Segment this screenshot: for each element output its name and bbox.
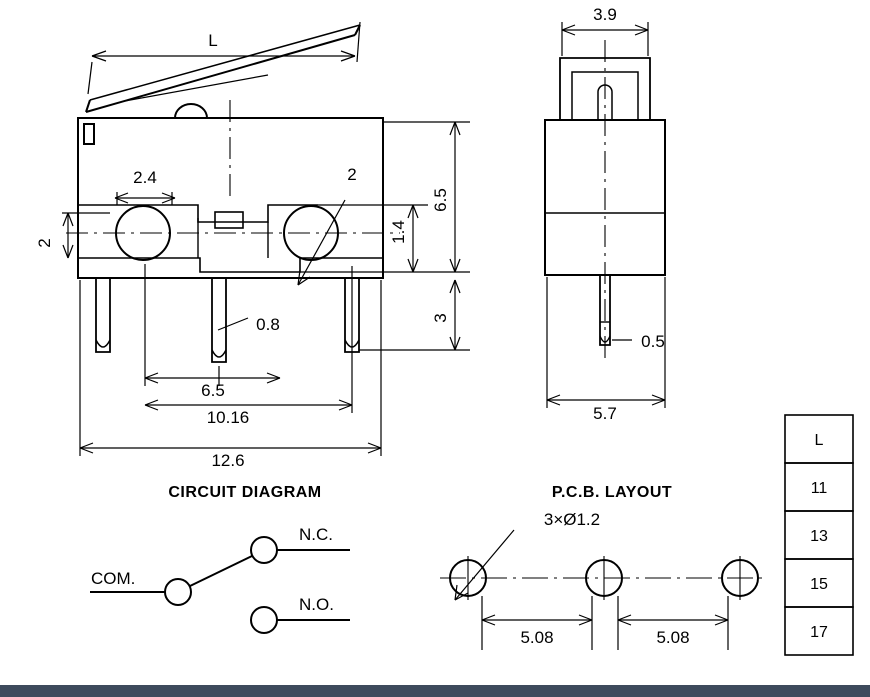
body-notch (84, 124, 94, 144)
pcb-layout-title: P.C.B. LAYOUT (551, 484, 673, 501)
no-terminal (251, 607, 277, 633)
dim-text-h1_4: 1.4 (389, 220, 408, 244)
dim-text-h6_5: 6.5 (431, 188, 450, 212)
com-terminal (165, 579, 191, 605)
dim-text-10_16: 10.16 (206, 408, 250, 427)
plunger-hump (175, 104, 207, 118)
pin-center-tip (212, 350, 226, 357)
dim-text-0_5: 0.5 (641, 332, 665, 351)
pcb-layout (440, 530, 768, 650)
nc-terminal (251, 537, 277, 563)
dim-text-L: L (208, 31, 218, 50)
pin-center (212, 278, 226, 362)
label-com: COM. (91, 569, 136, 588)
pin-left (96, 278, 110, 352)
dim-text-3_9: 3.9 (593, 5, 617, 24)
dim-text-2_4: 2.4 (133, 168, 157, 187)
length-table-value-1: 13 (810, 528, 828, 545)
dim-text-5_7: 5.7 (593, 404, 617, 423)
label-no: N.O. (299, 595, 334, 614)
side-view (545, 40, 665, 360)
pcb-dim-text-right: 5.08 (656, 628, 690, 647)
label-nc: N.C. (299, 525, 333, 544)
internal-contour-lower (78, 258, 383, 272)
lever-crease (125, 75, 268, 101)
pcb-dim-text-left: 5.08 (520, 628, 554, 647)
pcb-hole-note: 3×Ø1.2 (543, 510, 601, 529)
length-table-value-2: 15 (810, 576, 828, 593)
front-view-dimensions (62, 22, 470, 456)
footer-bar (0, 685, 870, 697)
length-table-value-0: 11 (810, 480, 828, 497)
switch-blade (190, 556, 252, 586)
pin-left-tip (96, 340, 110, 347)
contact-block (215, 212, 243, 228)
dim-L-ext-left (88, 62, 92, 94)
front-view (66, 25, 400, 362)
pcb-note-leader (455, 530, 514, 600)
length-table-header-text: L (814, 432, 824, 449)
dim-text-0_8: 0.8 (256, 315, 280, 334)
length-table-value-3: 17 (810, 624, 828, 641)
dim-text-2-right: 2 (347, 165, 357, 184)
dim-text-12_6: 12.6 (211, 451, 245, 470)
dim-0_8-leader (218, 318, 248, 330)
lever-top-edge2 (90, 25, 360, 100)
dim-text-h3: 3 (431, 313, 450, 323)
circuit-diagram-title: CIRCUIT DIAGRAM (168, 484, 322, 501)
dim-text-2-left: 2 (35, 238, 54, 248)
dim-text-6_5: 6.5 (201, 381, 225, 400)
